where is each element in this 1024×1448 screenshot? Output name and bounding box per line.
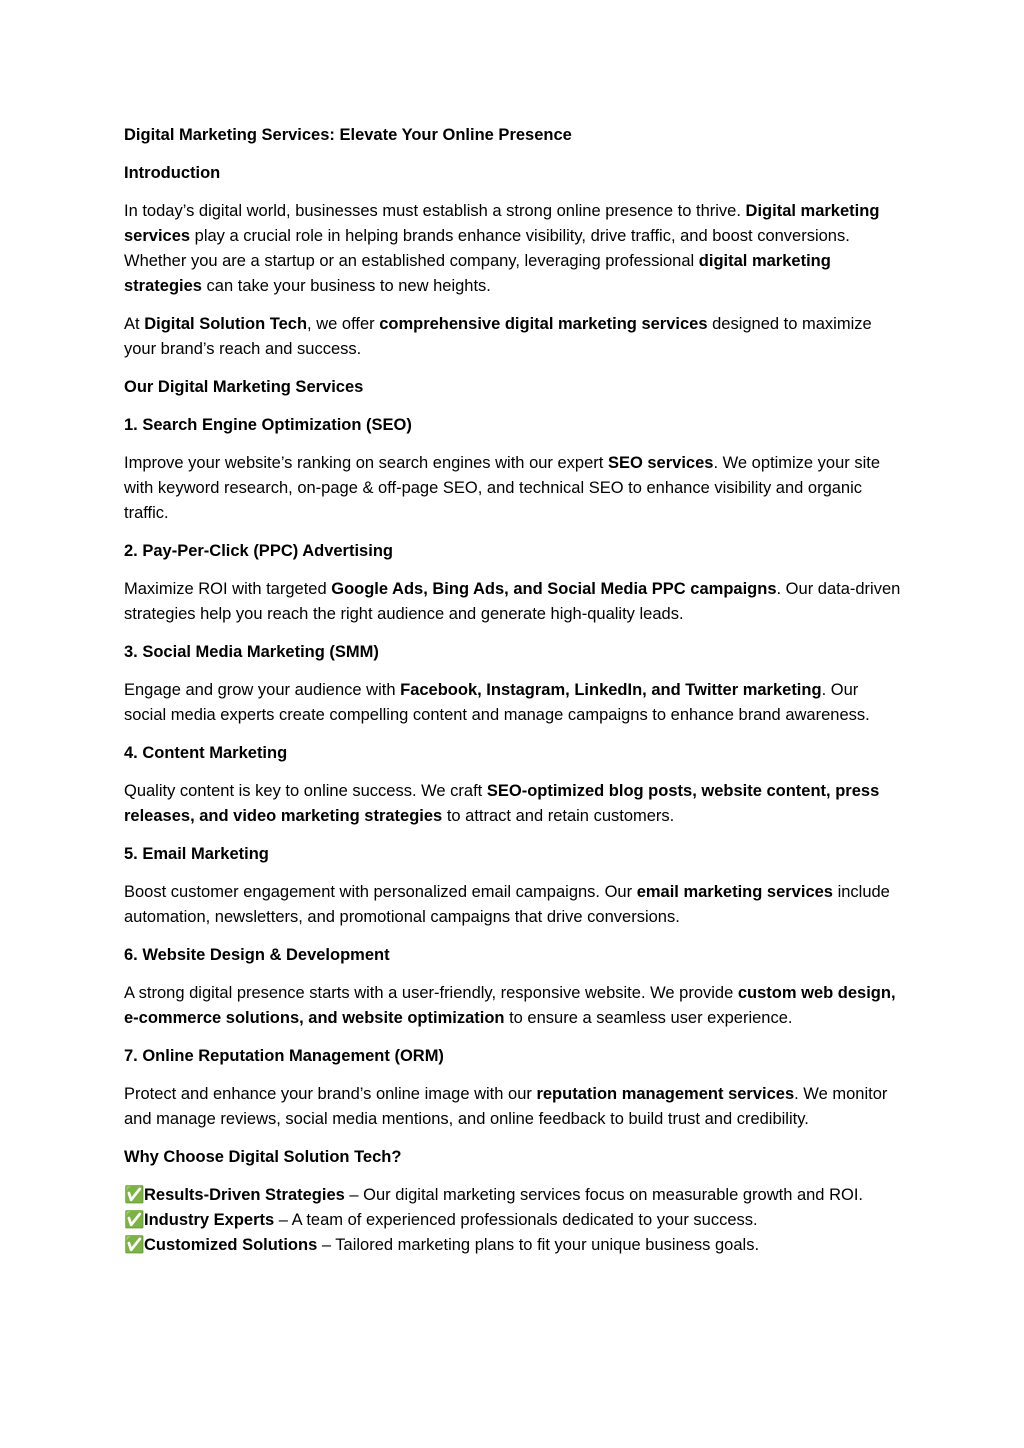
section-heading: 4. Content Marketing <box>124 744 288 762</box>
text-run: In today’s digital world, businesses must establish a strong online presence to thrive. <box>124 202 746 220</box>
document-page <box>124 123 904 1258</box>
bold-text: email marketing services <box>636 883 833 901</box>
text-run: . Our data-driven strategies help you reach the right audience and generate high-quality leads. <box>124 580 901 623</box>
text-run: At <box>124 315 145 333</box>
bold-text: Google Ads, Bing Ads, and Social Media PPC campaigns <box>331 580 777 598</box>
document-sections <box>124 161 904 1132</box>
bold-text: custom web design, e-commerce solutions, and website optimization <box>124 984 896 1027</box>
why-choose-item <box>124 1208 904 1233</box>
why-choose-item <box>124 1183 904 1208</box>
section-heading: Our Digital Marketing Services <box>124 378 364 396</box>
why-choose-section <box>124 1145 904 1258</box>
section-heading: 7. Online Reputation Management (ORM) <box>124 1047 444 1065</box>
text-run: . We monitor and manage reviews, social media mentions, and online feedback to build trust and credibility. <box>124 1085 888 1128</box>
text-run: to attract and retain customers. <box>442 807 675 825</box>
section-heading: 2. Pay-Per-Click (PPC) Advertising <box>124 542 393 560</box>
why-choose-item-text: – Our digital marketing services focus on measurable growth and ROI. <box>344 1186 863 1204</box>
checkmark-icon: ✅ <box>124 1236 145 1254</box>
text-run: Engage and grow your audience with <box>124 681 401 699</box>
text-run: to ensure a seamless user experience. <box>504 1009 793 1027</box>
bold-text: digital marketing strategies <box>124 252 831 295</box>
section-heading: Introduction <box>124 164 221 182</box>
section-heading: 1. Search Engine Optimization (SEO) <box>124 416 412 434</box>
text-run: A strong digital presence starts with a user-friendly, responsive website. We provide <box>124 984 738 1002</box>
why-choose-list <box>124 1183 904 1258</box>
text-run: include automation, newsletters, and promotional campaigns that drive conversions. <box>124 883 890 926</box>
bold-text: Digital Solution Tech <box>144 315 308 333</box>
why-choose-item-label: Results-Driven Strategies <box>144 1186 345 1204</box>
text-run: Improve your website’s ranking on search engines with our expert <box>124 454 608 472</box>
why-choose-item-text: – Tailored marketing plans to fit your unique business goals. <box>317 1236 760 1254</box>
text-run: designed to maximize your brand’s reach and success. <box>124 315 872 358</box>
text-run: Boost customer engagement with personalized email campaigns. Our <box>124 883 637 901</box>
text-run: can take your business to new heights. <box>201 277 491 295</box>
section-paragraph <box>124 577 904 627</box>
section-paragraph <box>124 981 904 1031</box>
section-paragraph <box>124 779 904 829</box>
why-choose-item <box>124 1233 904 1258</box>
checkmark-icon: ✅ <box>124 1211 145 1229</box>
section-paragraph <box>124 199 904 299</box>
text-run: . Our social media experts create compelling content and manage campaigns to enhance brand awareness. <box>124 681 870 724</box>
bold-text: SEO services <box>607 454 714 472</box>
document-title: Digital Marketing Services: Elevate Your Online Presence <box>124 126 572 144</box>
text-run: , we offer <box>307 315 380 333</box>
why-choose-heading: Why Choose Digital Solution Tech? <box>124 1148 402 1166</box>
bold-text: comprehensive digital marketing services <box>379 315 708 333</box>
text-run: play a crucial role in helping brands enhance visibility, drive traffic, and boost conversions. Whether you are a startup or an established company, leveraging professional <box>124 227 850 270</box>
bold-text: SEO-optimized blog posts, website content, press releases, and video marketing strategies <box>124 782 880 825</box>
text-run: Protect and enhance your brand’s online image with our <box>124 1085 537 1103</box>
section-paragraph <box>124 312 904 362</box>
checkmark-icon: ✅ <box>124 1186 145 1204</box>
section-paragraph <box>124 1082 904 1132</box>
text-run: Quality content is key to online success. We craft <box>124 782 487 800</box>
why-choose-item-text: – A team of experienced professionals dedicated to your success. <box>274 1211 758 1229</box>
bold-text: Facebook, Instagram, LinkedIn, and Twitter marketing <box>400 681 822 699</box>
section-paragraph <box>124 451 904 526</box>
bold-text: reputation management services <box>536 1085 795 1103</box>
why-choose-item-label: Customized Solutions <box>144 1236 318 1254</box>
why-choose-item-label: Industry Experts <box>144 1211 275 1229</box>
text-run: Maximize ROI with targeted <box>124 580 332 598</box>
section-paragraph <box>124 678 904 728</box>
section-heading: 5. Email Marketing <box>124 845 269 863</box>
bold-text: Digital marketing services <box>124 202 880 245</box>
section-heading: 3. Social Media Marketing (SMM) <box>124 643 379 661</box>
section-paragraph <box>124 880 904 930</box>
section-heading: 6. Website Design & Development <box>124 946 390 964</box>
text-run: . We optimize your site with keyword research, on-page & off-page SEO, and technical SEO to enhance visibility and organic traffic. <box>124 454 881 522</box>
